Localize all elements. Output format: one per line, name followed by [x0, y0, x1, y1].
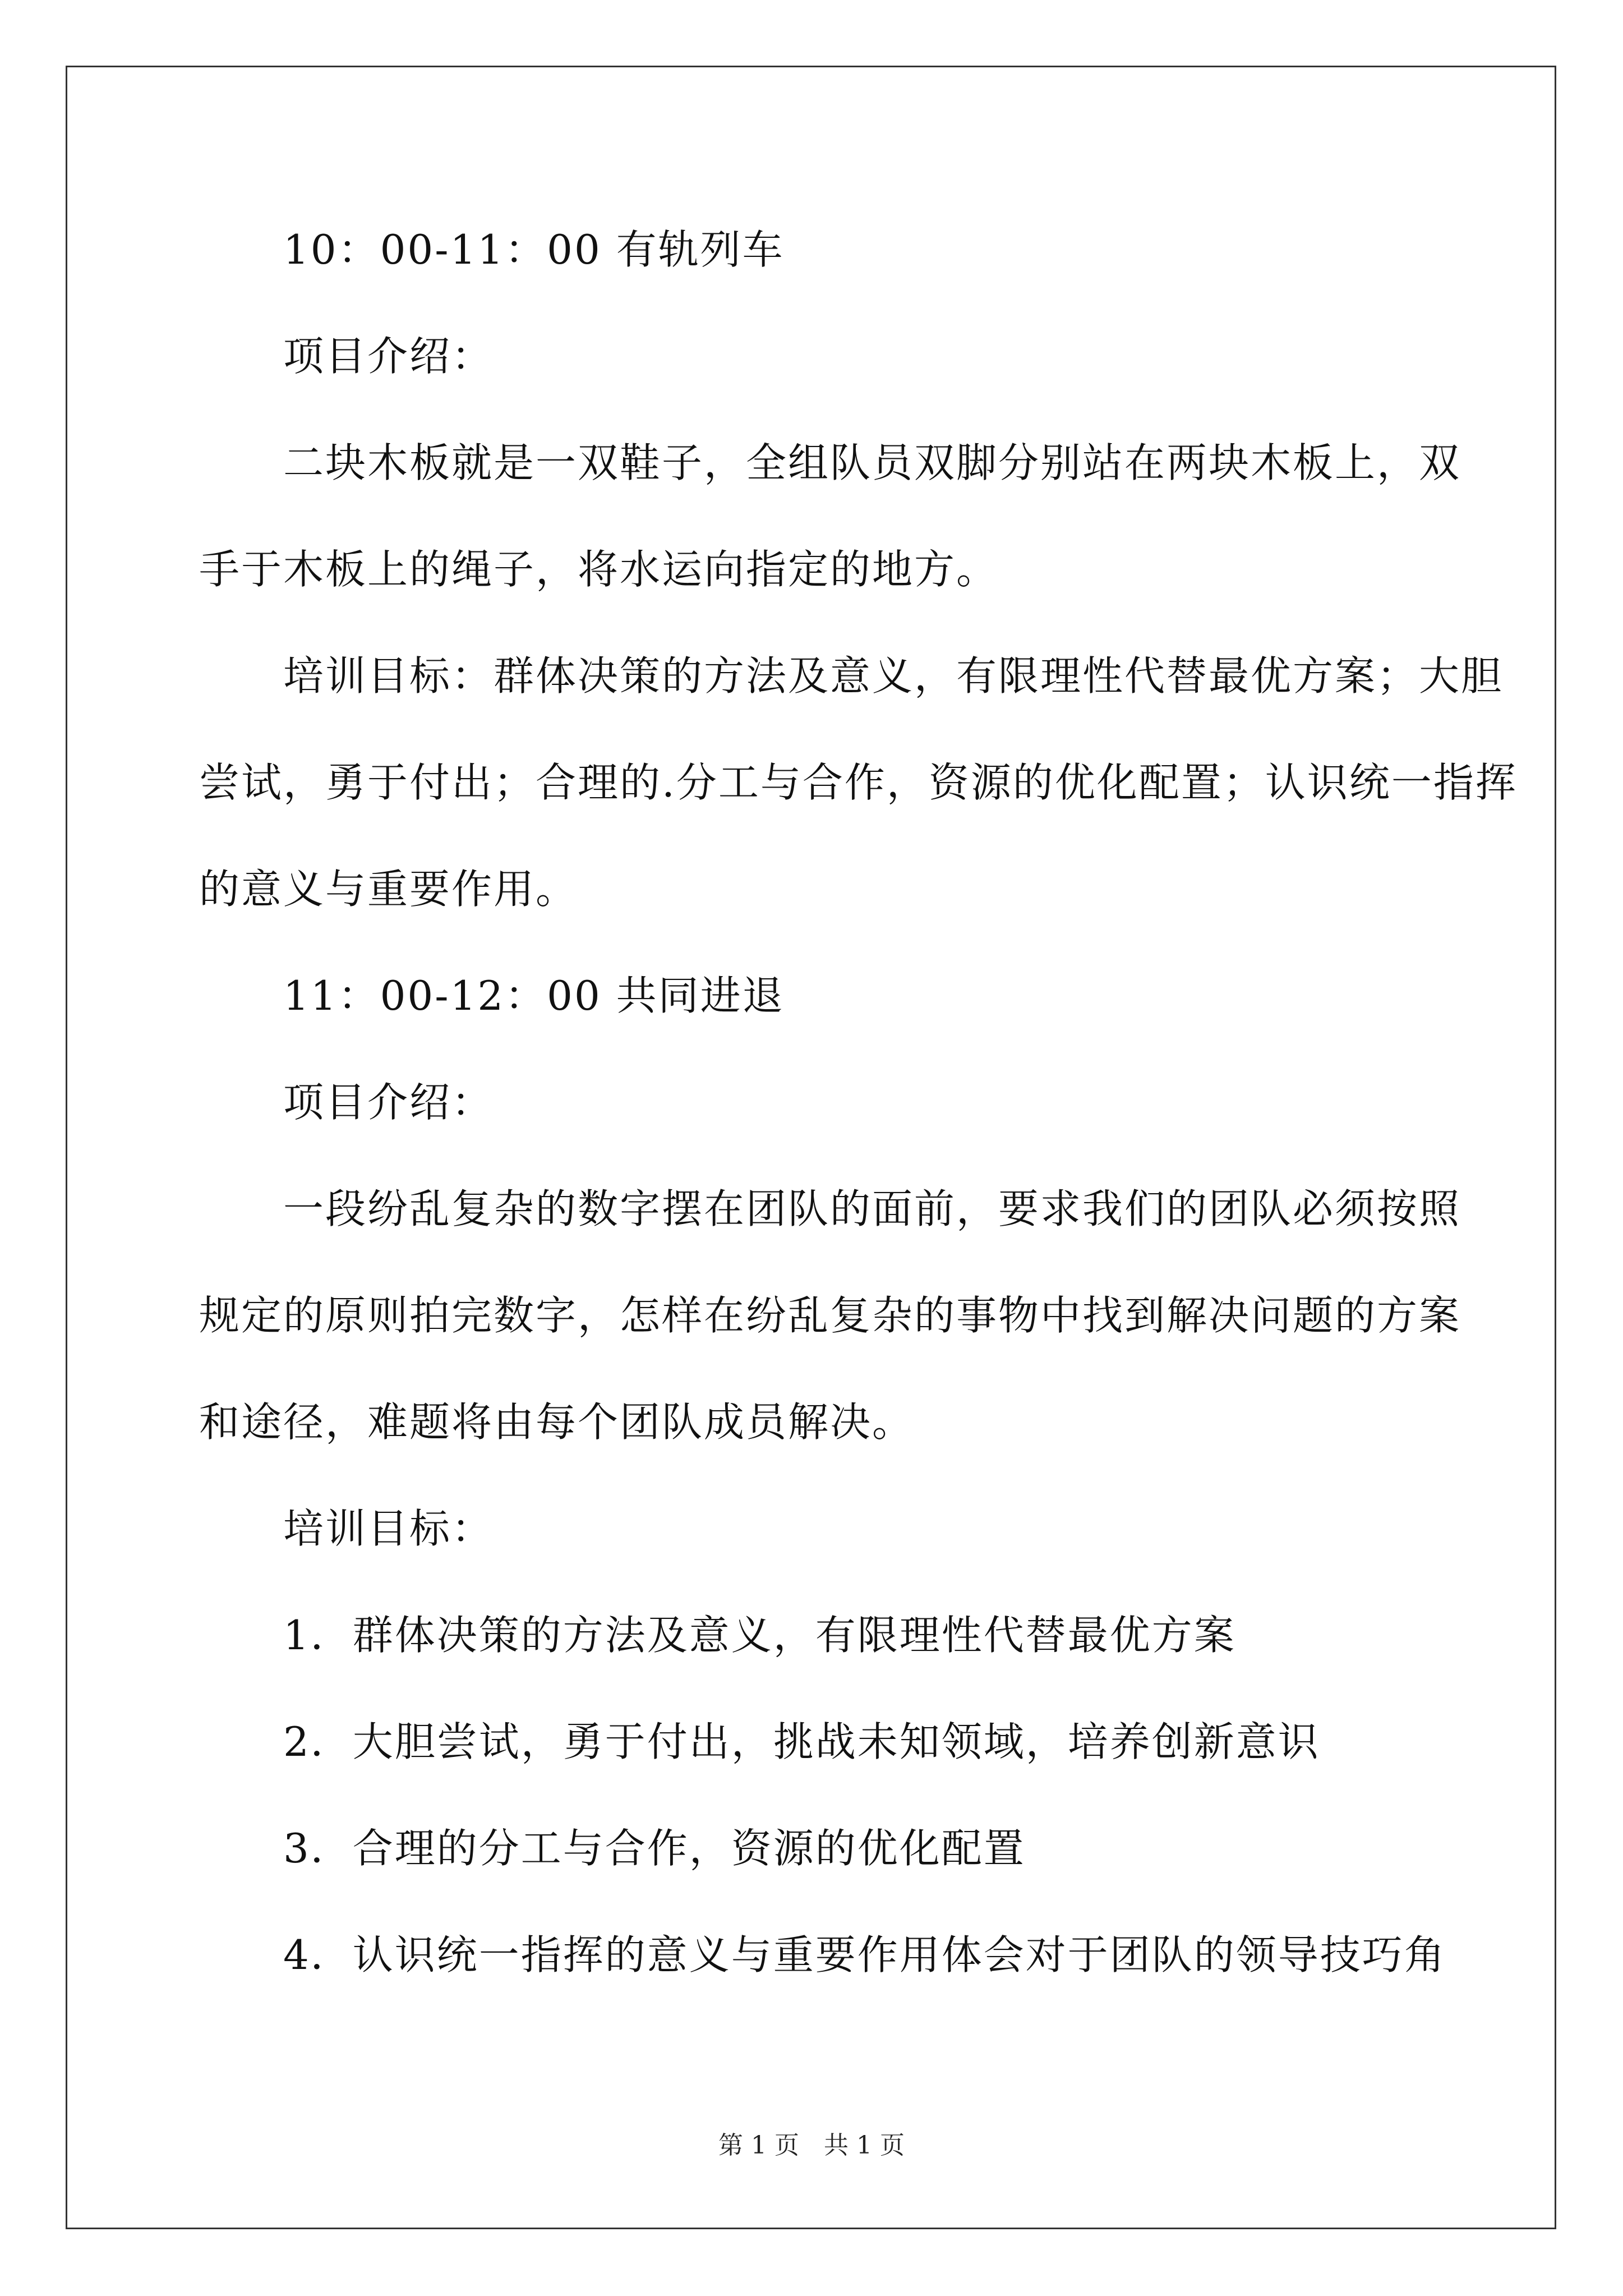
project-intro-label: 项目介绍：	[283, 333, 494, 380]
paragraph-line: 的意义与重要作用。	[199, 866, 578, 913]
page-border	[66, 66, 1556, 2229]
paragraph-line: 尝试，勇于付出；合理的.分工与合作，资源的优化配置；认识统一指挥	[199, 759, 1518, 806]
list-item: 2．大胆尝试，勇于付出，挑战未知领域，培养创新意识	[283, 1718, 1320, 1765]
paragraph-line: 一段纷乱复杂的数字摆在团队的面前，要求我们的团队必须按照	[283, 1185, 1461, 1232]
paragraph-line: 和途径，难题将由每个团队成员解决。	[199, 1398, 915, 1446]
paragraph-line: 二块木板就是一双鞋子，全组队员双脚分别站在两块木板上，双	[283, 439, 1461, 486]
list-item: 4．认识统一指挥的意义与重要作用体会对于团队的领导技巧角	[283, 1931, 1446, 1978]
section-heading-advance-retreat: 11：00-12：00 共同进退	[283, 972, 785, 1019]
paragraph-line: 手于木板上的绳子，将水运向指定的地方。	[199, 546, 999, 593]
page-footer: 第 1 页 共 1 页	[718, 2131, 905, 2160]
paragraph-line: 规定的原则拍完数字，怎样在纷乱复杂的事物中找到解决问题的方案	[199, 1292, 1461, 1339]
list-item: 1．群体决策的方法及意义，有限理性代替最优方案	[283, 1612, 1236, 1659]
paragraph-line: 培训目标：群体决策的方法及意义，有限理性代替最优方案；大胆	[283, 652, 1504, 700]
project-intro-label: 项目介绍：	[283, 1079, 494, 1126]
section-heading-rail-train: 10：00-11：00 有轨列车	[283, 226, 785, 273]
training-goal-label: 培训目标：	[283, 1505, 494, 1552]
list-item: 3．合理的分工与合作，资源的优化配置	[283, 1825, 1026, 1872]
